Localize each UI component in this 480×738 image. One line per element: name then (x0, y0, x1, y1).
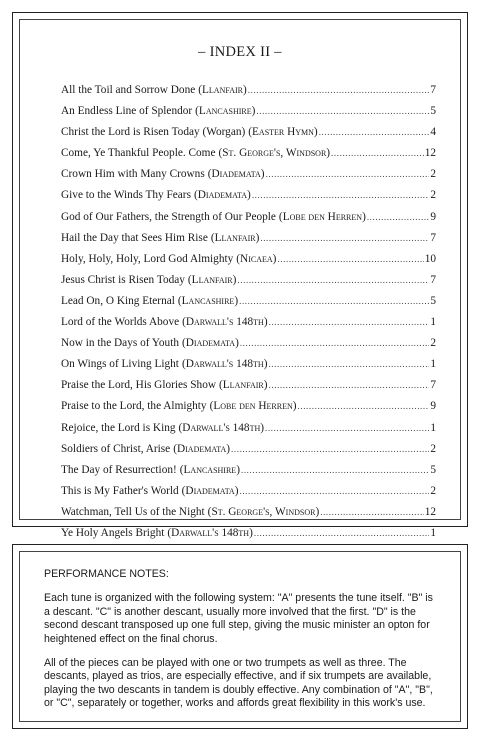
index-entry (61, 295, 436, 316)
performance-notes-inner (19, 551, 461, 722)
index-entry-title: Hail the Day that Sees Him Rise (61, 231, 208, 244)
index-entry-tune-name: Llanfair (191, 273, 233, 286)
index-entry-title: An Endless Line of Splendor (61, 105, 193, 118)
index-entry-tune: (Llanfair) (198, 84, 247, 96)
index-entry-title: Jesus Christ is Risen Today (61, 273, 185, 286)
index-entry-page-number: 2 (430, 337, 436, 350)
index-entry-page-number: 12 (424, 505, 436, 518)
index-entry-tune-name: St. George's, Windsor (222, 147, 327, 160)
dot-leader (298, 401, 430, 411)
index-entry-tune: (Llanfair) (219, 379, 268, 392)
index-entry-tune: (Darwall's 148th) (178, 421, 265, 434)
index-entry-tune-name: Diademata (176, 442, 227, 455)
index-entry-tune-name: Lancashire (183, 463, 237, 476)
dot-leader (260, 233, 429, 243)
index-entry (61, 316, 436, 337)
index-entry (61, 506, 436, 527)
index-entry-title: Watchman, Tell Us of the Night (61, 505, 205, 518)
index-entry (61, 400, 436, 421)
index-entry (61, 211, 436, 232)
dot-leader (231, 444, 429, 454)
index-entry-tune: (St. George's, Windsor) (207, 505, 320, 518)
index-entry-tune-name: Lancashire (198, 105, 252, 118)
index-entry-title: God of Our Fathers, the Strength of Our People (61, 210, 276, 223)
index-entry (61, 485, 436, 506)
dot-leader (331, 148, 424, 158)
index-entry-title: Rejoice, the Lord is King (61, 421, 176, 434)
index-entry-tune: (Lancashire) (195, 105, 256, 118)
index-entry-page-number: 7 (430, 84, 436, 96)
index-entry-tune-name: Nicaea (240, 252, 273, 265)
index-entry-tune-name: Lancashire (181, 294, 235, 307)
index-entry-page-number: 10 (424, 252, 436, 265)
index-entry-page-number: 1 (430, 526, 436, 539)
dot-leader (240, 338, 430, 348)
dot-leader (241, 465, 429, 475)
dot-leader (367, 212, 430, 222)
index-entry-tune-name: Diademata (197, 189, 248, 202)
index-entry-tune: (Lobe den Herren) (209, 400, 297, 413)
index-entry-tune-name: Lobe den Herren (282, 210, 363, 223)
index-entry-title: Now in the Days of Youth (61, 337, 179, 350)
dot-leader (269, 380, 430, 390)
index-entry-page-number: 9 (430, 400, 436, 413)
index-entry-tune-name: Llanfair (202, 84, 243, 96)
index-entry-title: This is My Father's World (61, 484, 179, 497)
index-entry-tune-name: Darwall's 148th (185, 316, 264, 329)
index-entry-tune: (Nicaea) (236, 252, 277, 265)
index-entry-tune-name: Darwall's 148th (182, 421, 261, 434)
index-entry-tune: (Darwall's 148th) (182, 316, 268, 329)
index-entry-page-number: 7 (430, 231, 436, 244)
index-entry-title: On Wings of Living Light (61, 358, 179, 371)
performance-notes-paragraph-1: Each tune is organized with the following system: "A" presents the tune itself. "B" is a descant. "C" is another descant, usually more involved that the first. "D" is the second descant transposed up one full step, giving the music minister an opton for heightened effect on the final chorus. (44, 592, 433, 645)
index-entry-tune: (Lancashire) (177, 294, 239, 307)
index-entry (61, 358, 436, 379)
dot-leader (237, 275, 429, 285)
index-title: – INDEX II – (198, 44, 282, 60)
index-entry-page-number: 2 (430, 168, 436, 181)
index-entry-tune: (Lobe den Herren) (278, 210, 366, 223)
dot-leader (254, 528, 429, 538)
index-entry-tune: (Darwall's 148th) (181, 358, 268, 371)
index-entry-list (61, 84, 436, 548)
index-entry-tune-name: Diademata (185, 484, 235, 497)
index-entry (61, 232, 436, 253)
index-entry-tune: (Diademata) (193, 189, 251, 202)
index-entry (61, 168, 436, 189)
index-entry-page-number: 9 (430, 210, 436, 223)
index-entry-title: All the Toil and Sorrow Done (61, 84, 196, 96)
index-entry-tune-name: Llanfair (214, 231, 256, 244)
index-entry-tune: (Llanfair) (210, 231, 260, 244)
index-panel-inner (19, 19, 461, 539)
index-entry (61, 105, 436, 126)
index-panel (12, 12, 468, 539)
index-entry-tune: (Lancashire) (179, 463, 240, 476)
index-entry-title: Give to the Winds Thy Fears (61, 189, 191, 202)
index-entry-tune: (Llanfair) (187, 273, 237, 286)
dot-leader (265, 423, 429, 433)
index-entry-page-number: 2 (430, 189, 436, 202)
index-entry (61, 126, 436, 147)
dot-leader (256, 106, 429, 116)
dot-leader (319, 127, 430, 137)
index-entry-tune: (Darwall's 148th) (167, 526, 253, 539)
index-entry-title: Lead On, O King Eternal (61, 294, 175, 307)
index-entry-page-number: 7 (430, 273, 436, 286)
index-entry-title: The Day of Resurrection! (61, 463, 177, 476)
dot-leader (269, 317, 430, 327)
index-entry-title: Christ the Lord is Risen Today (Worgan) (61, 126, 246, 139)
index-entry-tune: (Diademata) (181, 484, 239, 497)
index-entry-page-number: 4 (430, 126, 436, 139)
dot-leader (239, 296, 429, 306)
index-entry-tune-name: Llanfair (222, 379, 264, 392)
index-entry (61, 84, 436, 105)
index-entry (61, 464, 436, 485)
index-entry-page-number: 1 (430, 421, 436, 434)
index-entry-title: Ye Holy Angels Bright (61, 526, 165, 539)
index-entry-tune-name: Diademata (185, 337, 236, 350)
index-entry-title: Soldiers of Christ, Arise (61, 442, 171, 455)
index-entry-page-number: 5 (430, 105, 436, 118)
dot-leader (248, 85, 430, 95)
index-entry (61, 147, 436, 168)
index-entry (61, 274, 436, 295)
index-entry (61, 379, 436, 400)
index-entry-page-number: 1 (430, 316, 436, 329)
dot-leader (277, 254, 423, 264)
index-entry-title: Lord of the Worlds Above (61, 316, 180, 329)
performance-notes-paragraph-2: All of the pieces can be played with one or two trumpets as well as three. The descants, played as trios, are especially effective, and if six trumpets are available, playing the two descants in tandem is doubly effective. Any combination of "A", "B", or "C", separately or together, works and affords great flexibility in this work's use. (44, 657, 433, 710)
performance-notes-heading: PERFORMANCE NOTES: (44, 568, 169, 580)
index-entry-tune-name: Easter Hymn (252, 126, 314, 139)
index-entry-title: Come, Ye Thankful People. Come (61, 147, 216, 160)
dot-leader (239, 486, 429, 496)
index-entry-page-number: 1 (430, 358, 436, 371)
index-entry-title: Crown Him with Many Crowns (61, 168, 205, 181)
index-entry-tune-name: Darwall's 148th (171, 526, 250, 539)
index-entry-tune: (St. George's, Windsor) (218, 147, 331, 160)
dot-leader (268, 359, 429, 369)
index-entry (61, 337, 436, 358)
index-entry-title: Holy, Holy, Holy, Lord God Almighty (61, 252, 234, 265)
index-entry-page-number: 5 (430, 294, 436, 307)
index-entry-page-number: 2 (430, 442, 436, 455)
index-entry-title: Praise to the Lord, the Almighty (61, 400, 207, 413)
index-entry (61, 422, 436, 443)
dot-leader (252, 190, 430, 200)
index-entry-tune: (Easter Hymn) (248, 126, 318, 139)
dot-leader (320, 507, 423, 517)
index-entry-tune-name: Darwall's 148th (185, 358, 264, 371)
index-entry-page-number: 5 (430, 463, 436, 476)
index-entry (61, 189, 436, 210)
index-entry-page-number: 2 (430, 484, 436, 497)
index-entry-tune: (Diademata) (182, 337, 239, 350)
index-entry-page-number: 7 (430, 379, 436, 392)
index-entry-page-number: 12 (424, 147, 436, 160)
index-entry-tune-name: Lobe den Herren (213, 400, 293, 413)
index-entry (61, 443, 436, 464)
performance-notes-panel (12, 544, 468, 729)
index-entry-tune-name: Diademata (211, 168, 261, 181)
index-entry-tune-name: St. George's, Windsor (211, 505, 316, 518)
index-entry-tune: (Diademata) (207, 168, 265, 181)
dot-leader (266, 169, 430, 179)
index-entry-title: Praise the Lord, His Glories Show (61, 379, 217, 392)
index-entry-tune: (Diademata) (173, 442, 231, 455)
index-entry (61, 253, 436, 274)
